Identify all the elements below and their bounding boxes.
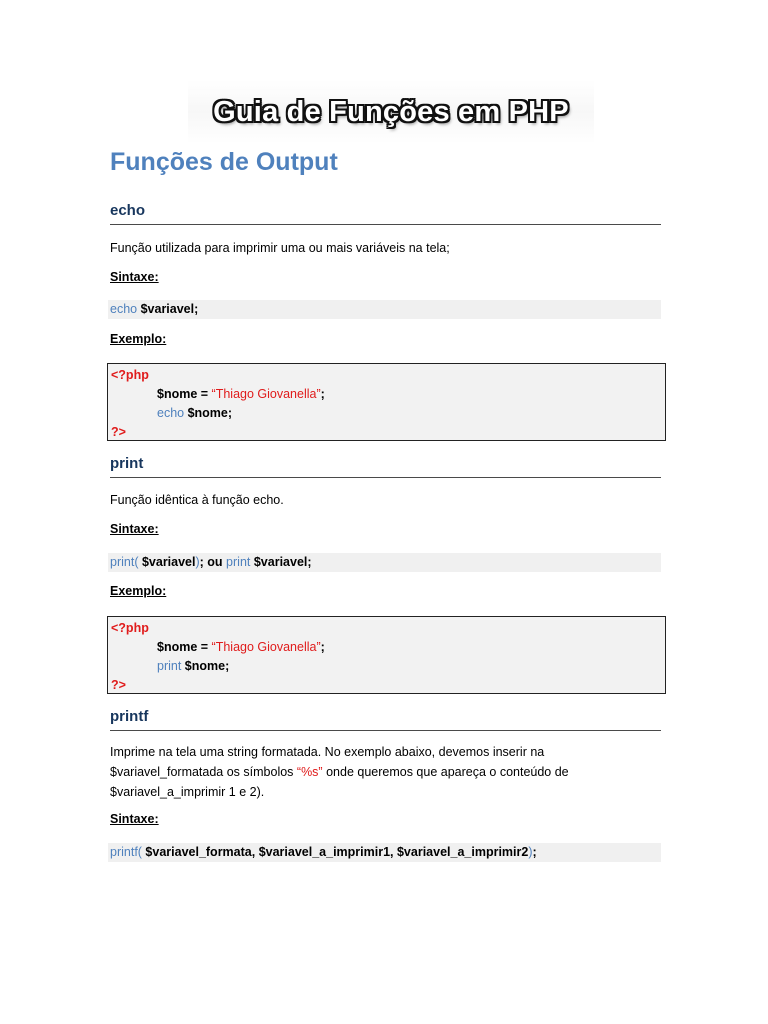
printf-desc-line-3: $variavel_a_imprimir 1 e 2). — [110, 785, 265, 799]
printf-description — [110, 742, 670, 802]
printf-desc-line-1: Imprime na tela uma string formatada. No exemplo abaixo, devemos inserir na — [110, 745, 545, 759]
syntax-text: ; ou — [199, 555, 227, 569]
print-syntax-label: Sintaxe: — [110, 522, 159, 536]
code-semicolon: ; — [320, 640, 325, 654]
echo-syntax-line — [108, 300, 661, 319]
echo-example-label: Exemplo: — [110, 332, 167, 346]
code-var: $nome = — [157, 640, 212, 654]
section-heading-echo: echo — [110, 202, 661, 225]
print-code-block — [107, 616, 666, 694]
title-banner — [188, 80, 594, 144]
php-open-tag: <?php — [111, 621, 149, 635]
code-keyword: print — [157, 659, 182, 673]
syntax-text: $variavel_formata, $variavel_a_imprimir1, $variavel_a_imprimir2 — [141, 845, 529, 859]
banner-title: Guia de Funções em PHP — [213, 95, 569, 128]
code-string: “Thiago Giovanella” — [211, 640, 321, 654]
code-string: “Thiago Giovanella” — [211, 387, 321, 401]
desc-text: $variavel_formatada os símbolos — [110, 765, 297, 779]
echo-syntax-label: Sintaxe: — [110, 270, 159, 284]
printf-syntax-label: Sintaxe: — [110, 812, 159, 826]
printf-desc-line-2 — [110, 762, 670, 782]
print-syntax-line — [108, 553, 661, 572]
syntax-paren: ) — [195, 555, 200, 569]
main-heading: Funções de Output — [110, 148, 338, 176]
echo-description: Função utilizada para imprimir uma ou mais variáveis na tela; — [110, 241, 450, 255]
syntax-text: $variavel; — [137, 302, 199, 316]
syntax-keyword: printf( — [110, 845, 142, 859]
code-semicolon: ; — [320, 387, 325, 401]
desc-format-symbol: “%s” — [296, 765, 323, 779]
print-description: Função idêntica à função echo. — [110, 493, 284, 507]
syntax-keyword: echo — [110, 302, 138, 316]
syntax-paren: ) — [528, 845, 533, 859]
echo-code-block — [107, 363, 666, 441]
section-heading-printf: printf — [110, 708, 661, 731]
code-text: $nome; — [181, 659, 230, 673]
syntax-keyword: print( — [110, 555, 139, 569]
syntax-text: $variavel; — [250, 555, 312, 569]
php-close-tag: ?> — [111, 678, 126, 692]
code-keyword: echo — [157, 406, 185, 420]
print-example-label: Exemplo: — [110, 584, 167, 598]
printf-syntax-line — [108, 843, 661, 862]
php-open-tag: <?php — [111, 368, 149, 382]
syntax-keyword: print — [226, 555, 251, 569]
php-close-tag: ?> — [111, 425, 126, 439]
code-var: $nome = — [157, 387, 212, 401]
desc-text: onde queremos que apareça o conteúdo de — [322, 765, 569, 779]
syntax-text: $variavel — [138, 555, 196, 569]
syntax-text: ; — [532, 845, 537, 859]
code-text: $nome; — [184, 406, 233, 420]
section-heading-print: print — [110, 455, 661, 478]
